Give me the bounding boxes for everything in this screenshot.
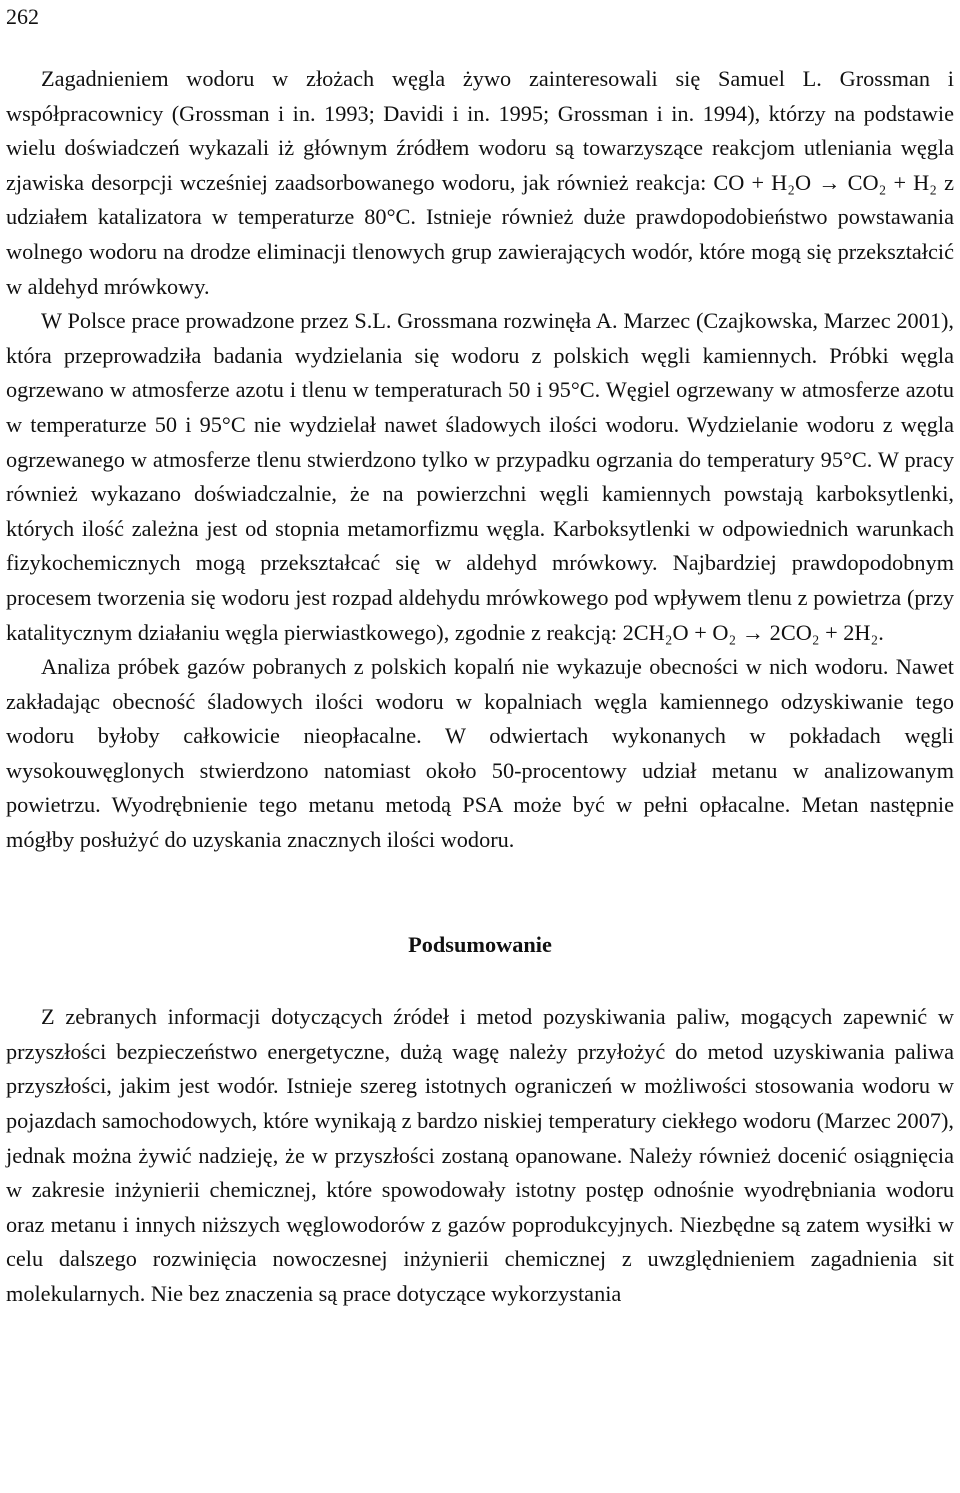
paragraph: W Polsce prace prowadzone przez S.L. Grossmana rozwinęła A. Marzec (Czajkowska, Marzec 2001), która przeprowadziła badania wydzielania się wodoru z polskich węgli kamiennych. Próbki węgla ogrzewano w atmosferze azotu i tlenu w temperaturach 50 i 95°C. Węgiel ogrzewany w atmosferze azotu w temperaturze 50 i 95°C nie wydzielał nawet śladowych ilości wodoru. Wydzielanie wodoru z węgla ogrzewanego w atmosferze tlenu stwierdzono tylko w przypadku ogrzania do temperatury 95°C. W pracy również wykazano doświadczalnie, że na powierzchni węgli kamiennych powstają karboksytlenki, których ilość zależna jest od stopnia metamorfizmu węgla. Karboksytlenki w odpowiednich warunkach fizykochemicznych mogą przekształcać się w aldehyd mrówkowy. Najbardziej prawdopodobnym procesem tworzenia się wodoru jest rozpad aldehydu mrówkowego pod wpływem tlenu z powietrza (przy katalitycznym działaniu węgla pierwiastkowego), zgodnie z reakcją: 2CH₂O + O₂ → 2CO₂ + 2H₂. bbox=[6, 308, 954, 645]
page-number: 262 bbox=[6, 4, 39, 29]
section-heading: Podsumowanie bbox=[408, 931, 552, 957]
paragraph: Analiza próbek gazów pobranych z polskich kopalń nie wykazuje obecności w nich wodoru. Nawet zakładając obecność śladowych ilości wodoru w kopalniach węgla kamiennego odzyskiwanie tego wodoru byłoby całkowicie nieopłacalne. W odwiertach wykonanych w pokładach węgli wysokouwęglonych stwierdzono natomiast około 50-procentowy udział metanu w analizowanym powietrzu. Wyodrębnienie tego metanu metodą PSA może być w pełni opłacalne. Metan następnie mógłby posłużyć do uzyskania znacznych ilości wodoru. bbox=[6, 654, 954, 853]
paragraph: Z zebranych informacji dotyczących źródeł i metod pozyskiwania paliw, mogących zapewnić w przyszłości bezpieczeństwo energetyczne, dużą wagę należy przyłożyć do metod uzyskiwania paliwa przyszłości, jakim jest wodór. Istnieje szereg istotnych ograniczeń w możliwości stosowania wodoru w pojazdach samochodowych, które wynikają z bardzo niskiej temperatury ciekłego wodoru (Marzec 2007), jednak można żywić nadzieję, że w przyszłości zostaną opanowane. Należy również docenić osiągnięcia w zakresie inżynierii chemicznej, które spowodowały istotny postęp odnośnie wyodrębniania wodoru oraz metanu i innych niższych węglowodorów z gazów poprodukcyjnych. Niezbędne są zatem wysiłki w celu dalszego rozwinięcia nowoczesnej inżynierii chemicznej z uwzględnieniem zagadnienia sit molekularnych. Nie bez znaczenia są prace dotyczące wykorzystania bbox=[6, 1004, 954, 1306]
paragraph: Zagadnieniem wodoru w złożach węgla żywo zainteresowali się Samuel L. Grossman i współpracownicy (Grossman i in. 1993; Davidi i in. 1995; Grossman i in. 1994), którzy na podstawie wielu doświadczeń wykazali iż głównym źródłem wodoru są towarzyszące reakcjom utleniania węgla zjawiska desorpcji wcześniej zaadsorbowanego wodoru, jak również reakcja: CO + H₂O → CO₂ + H₂ z udziałem katalizatora w temperaturze 80°C. Istnieje również duże prawdopodobieństwo powstawania wolnego wodoru na drodze eliminacji tlenowych grup zawierających wodór, które mogą się przekształcić w aldehyd mrówkowy. bbox=[6, 66, 954, 299]
document-body bbox=[6, 62, 954, 1312]
